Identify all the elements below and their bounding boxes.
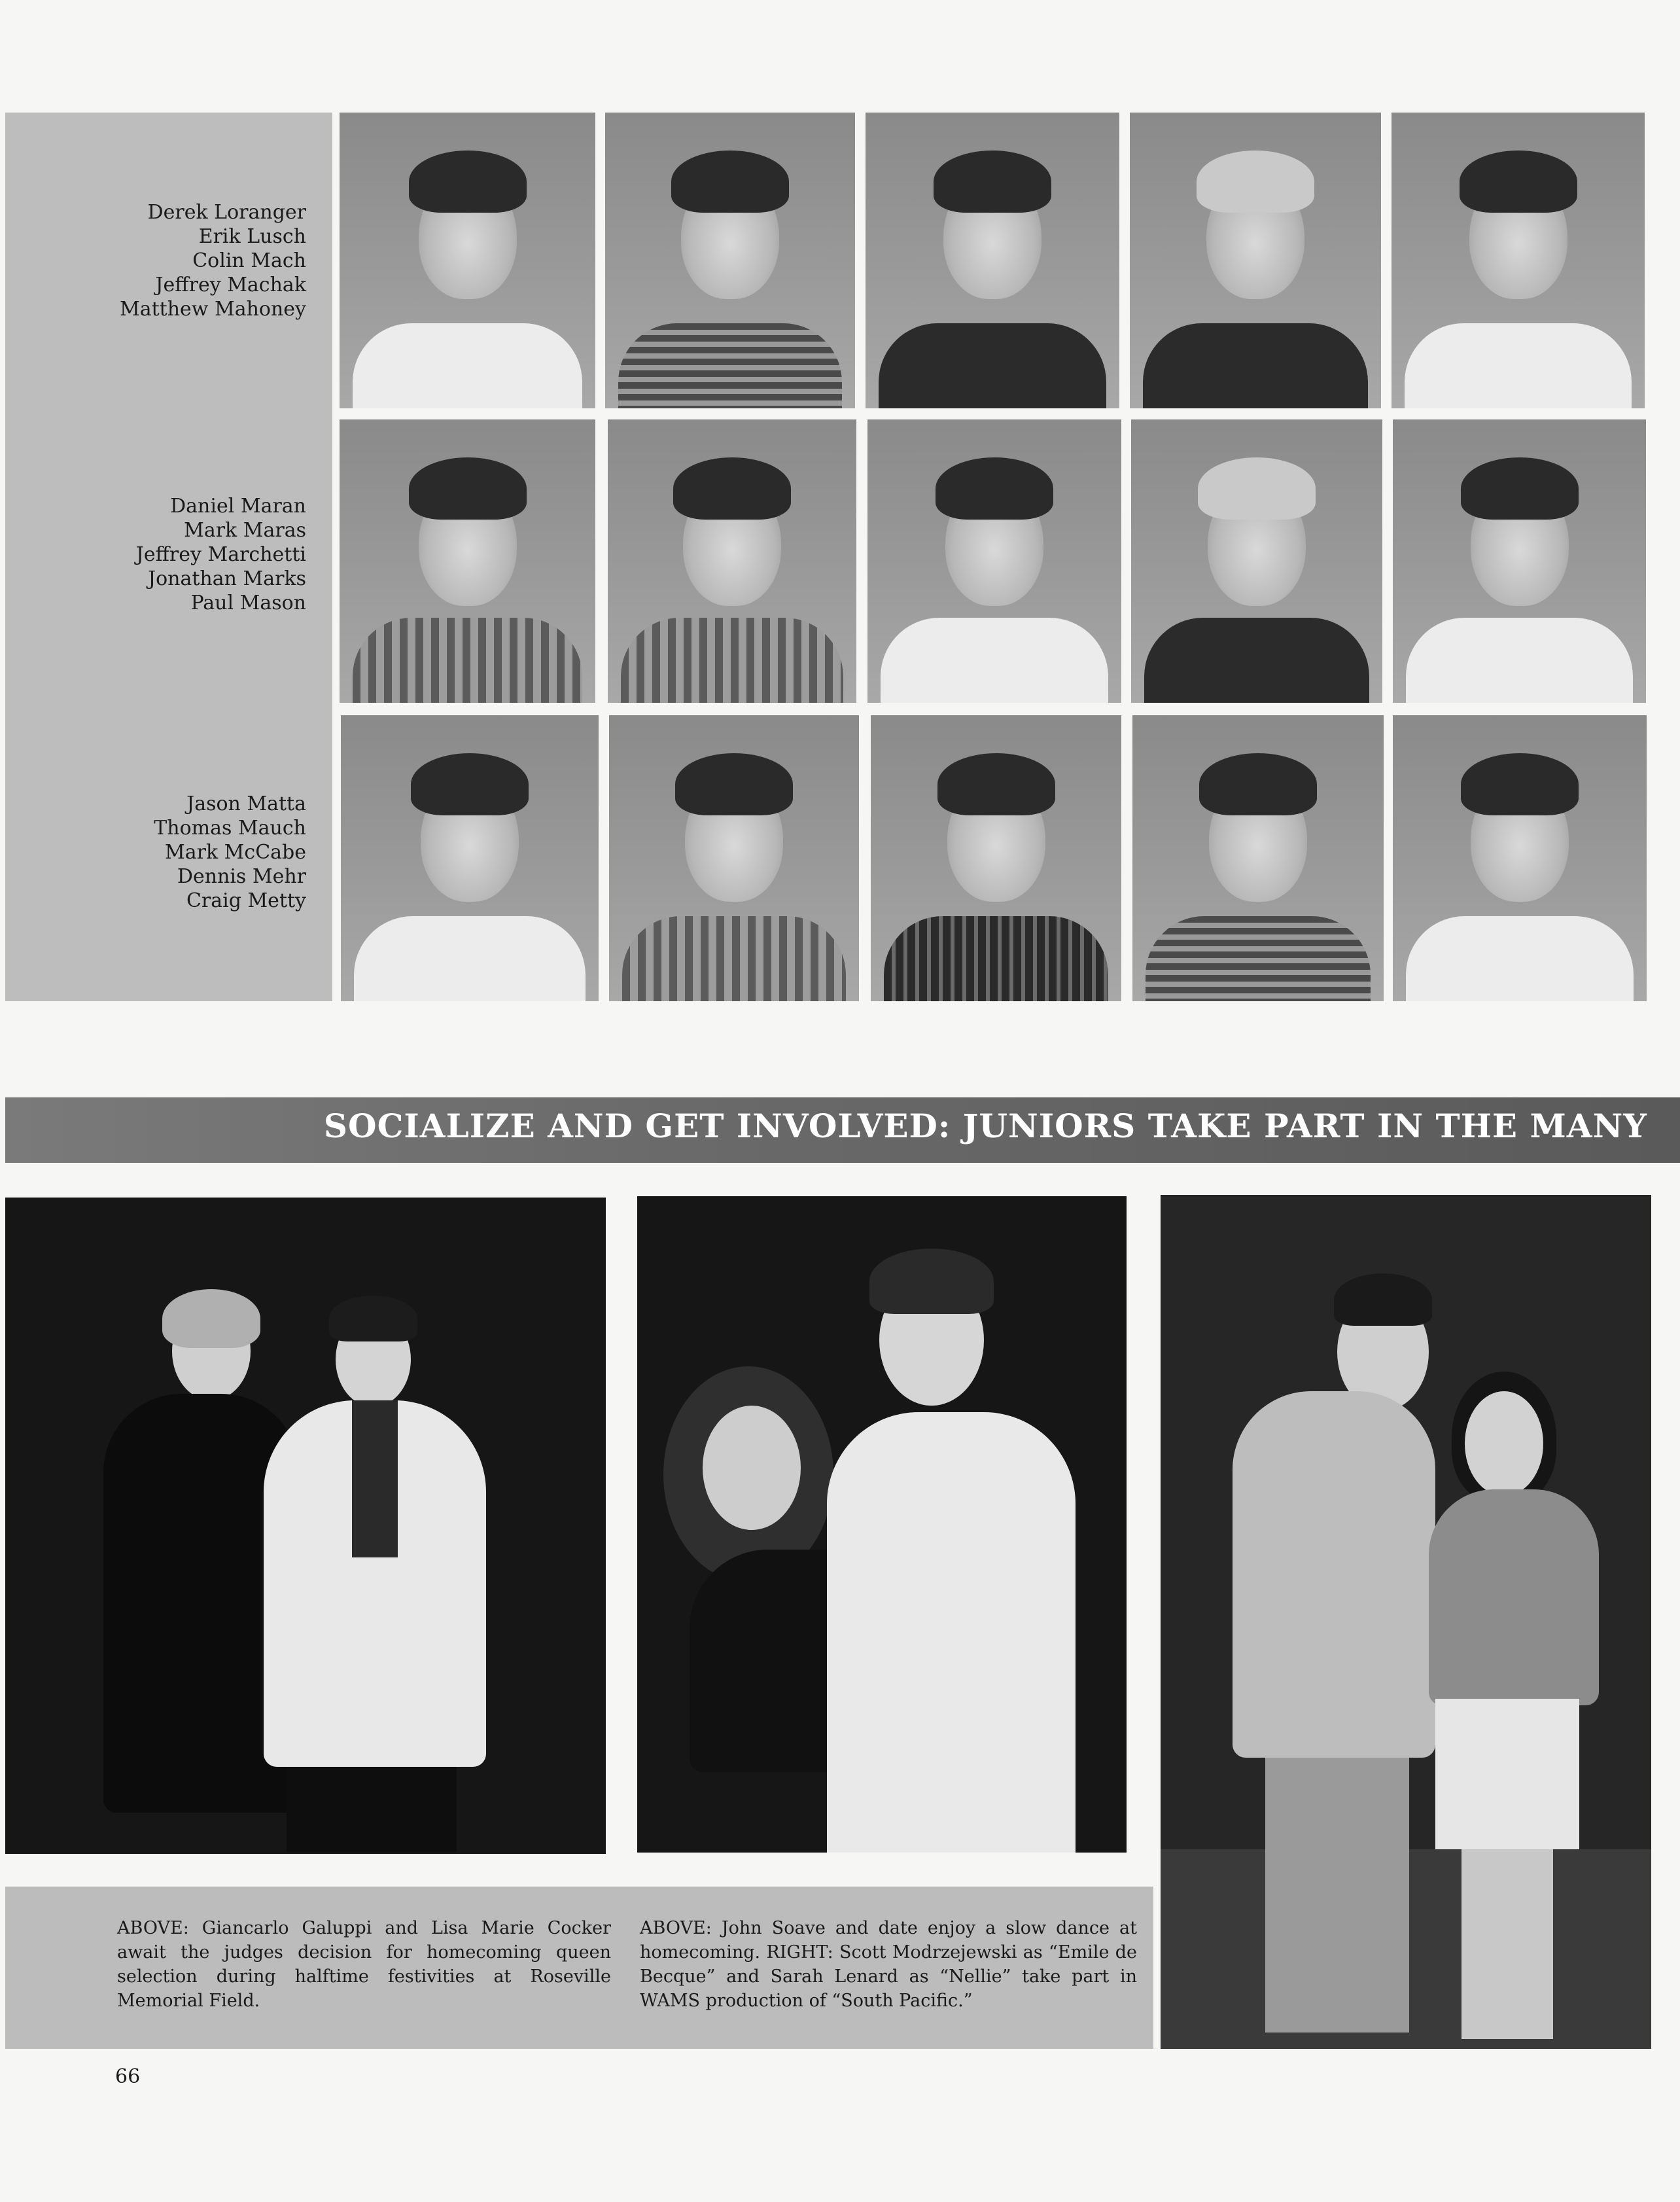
student-name: Jeffrey Marchetti xyxy=(135,543,306,566)
student-name: Thomas Mauch xyxy=(154,817,306,840)
headline-banner xyxy=(5,1097,1680,1163)
portrait-photo xyxy=(1391,113,1645,408)
student-name: Daniel Maran xyxy=(170,495,306,518)
portrait-photo xyxy=(340,419,595,703)
portrait-photo xyxy=(1393,715,1647,1001)
student-name: Derek Loranger xyxy=(147,201,306,224)
caption-right: ABOVE: John Soave and date enjoy a slow dance at homecoming. RIGHT: Scott Modrzejewski as “Emile de Becque” and Sarah Lenard as “Nellie” take part in WAMS production of “South Pacific.” xyxy=(640,1918,1137,2011)
names-list xyxy=(120,200,306,321)
caption-left: ABOVE: Giancarlo Galuppi and Lisa Marie Cocker await the judges decision for homecoming queen selection during halftime festivities at Roseville Memorial Field. xyxy=(117,1918,611,2011)
portrait-photo xyxy=(341,715,599,1001)
slow-dance-photo xyxy=(637,1196,1127,1853)
portrait-photo xyxy=(340,113,595,408)
student-name: Jeffrey Machak xyxy=(155,274,306,296)
portrait-photo xyxy=(871,715,1121,1001)
headline: SOCIALIZE AND GET INVOLVED: JUNIORS TAKE PART IN THE MANY xyxy=(323,1107,1647,1145)
names-panel-row-1 xyxy=(5,113,332,412)
south-pacific-photo xyxy=(1161,1195,1651,2049)
names-panel-row-3 xyxy=(5,703,332,1001)
student-name: Colin Mach xyxy=(192,249,306,272)
student-name: Mark Maras xyxy=(184,519,306,542)
portrait-photo xyxy=(1131,419,1382,703)
portrait-photo xyxy=(866,113,1119,408)
homecoming-photo xyxy=(5,1198,606,1854)
caption-box xyxy=(5,1887,1153,2049)
portrait-photo xyxy=(1393,419,1646,703)
student-name: Jonathan Marks xyxy=(148,567,306,590)
portrait-photo xyxy=(609,715,859,1001)
names-panel-row-2 xyxy=(5,412,332,703)
student-name: Jason Matta xyxy=(186,792,306,815)
student-name: Paul Mason xyxy=(190,592,306,614)
portrait-photo xyxy=(1130,113,1381,408)
student-name: Craig Metty xyxy=(186,889,306,912)
student-name: Matthew Mahoney xyxy=(119,298,306,321)
portrait-photo xyxy=(1132,715,1384,1001)
portrait-photo xyxy=(867,419,1121,703)
names-list xyxy=(154,792,306,913)
names-list xyxy=(136,494,306,615)
portrait-photo xyxy=(605,113,855,408)
student-name: Dennis Mehr xyxy=(177,865,306,888)
student-name: Erik Lusch xyxy=(198,225,306,248)
student-name: Mark McCabe xyxy=(165,841,306,864)
page-number: 66 xyxy=(115,2065,141,2088)
portrait-photo xyxy=(608,419,856,703)
